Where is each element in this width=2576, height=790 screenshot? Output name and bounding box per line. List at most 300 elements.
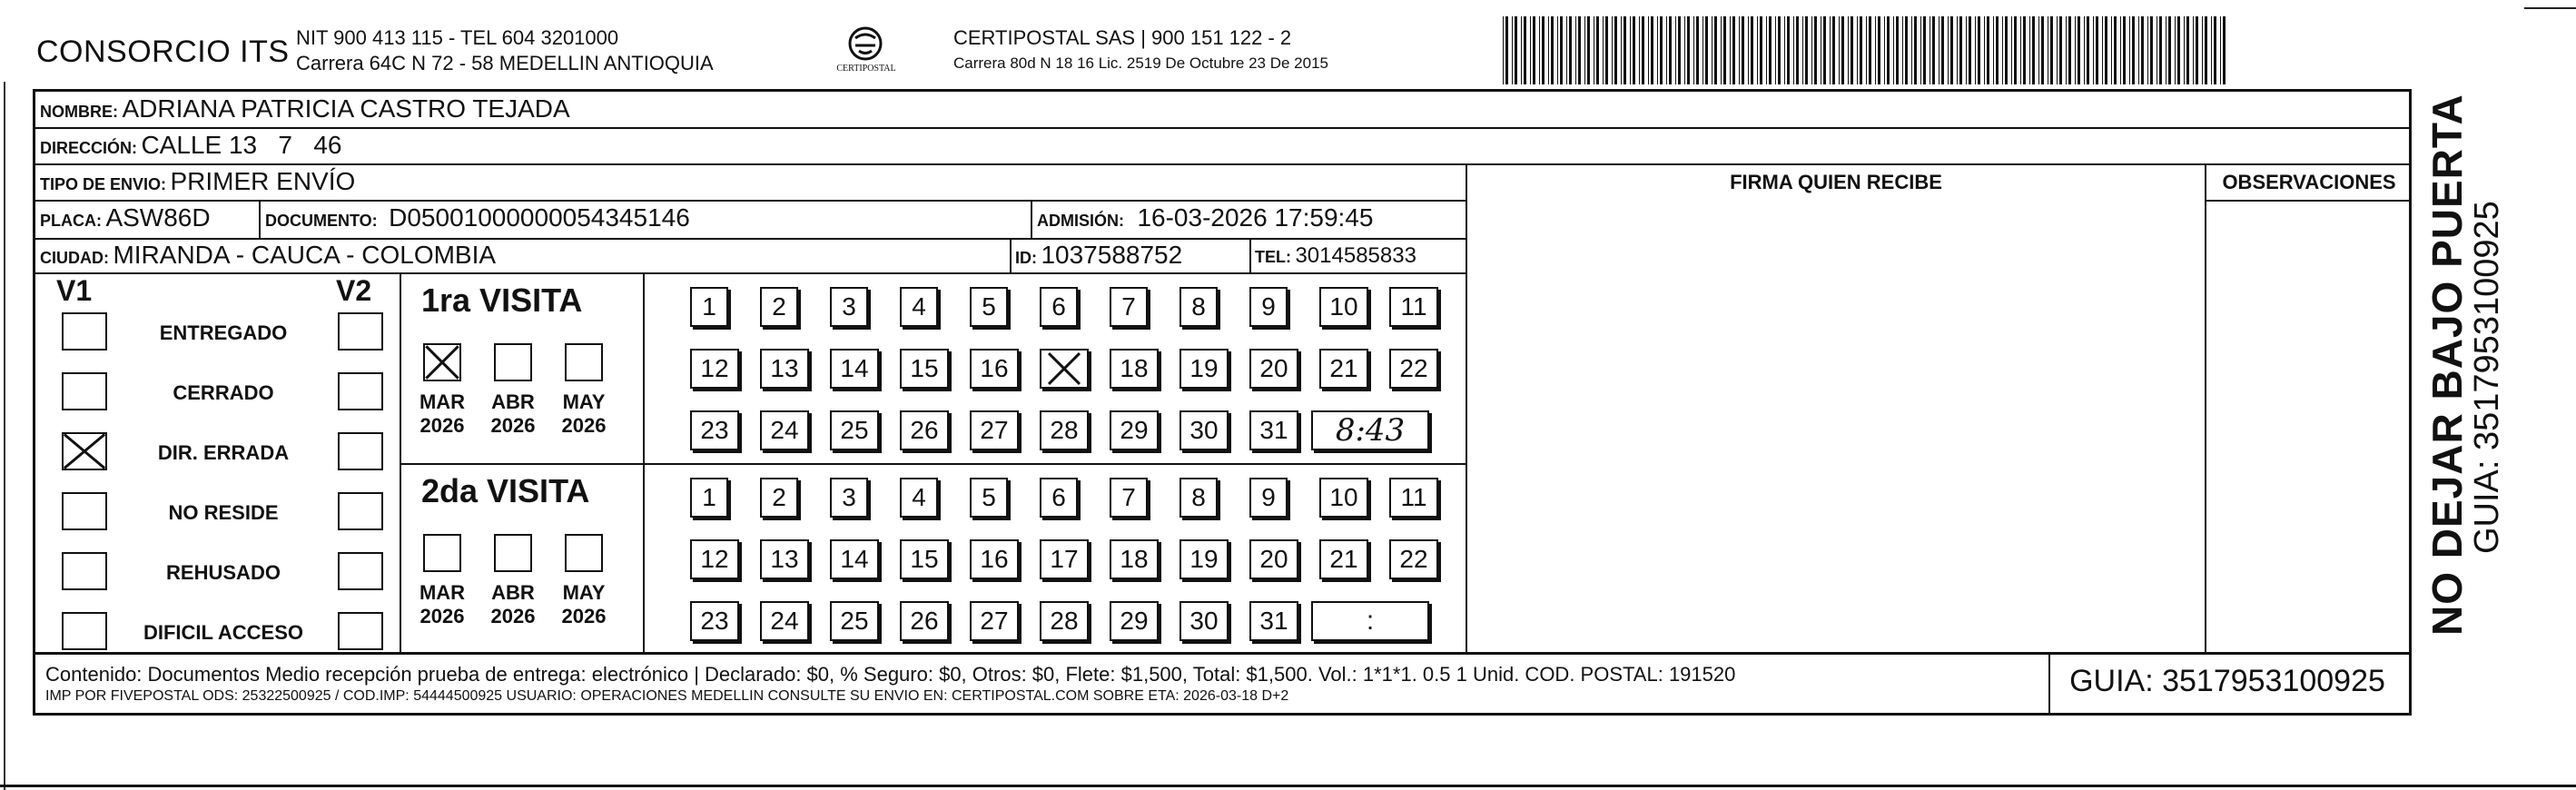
ciudad-label: CIUDAD: <box>40 249 109 267</box>
barcode-bar <box>1796 16 1799 84</box>
day-box: 14 <box>830 349 879 389</box>
status-option-label: NO RESIDE <box>168 501 279 524</box>
barcode-bar <box>1757 16 1758 84</box>
month-checkbox <box>423 343 461 381</box>
direccion-label: DIRECCIÓN: <box>40 139 137 157</box>
barcode-bar <box>1996 16 1999 84</box>
barcode-bar <box>2005 16 2008 84</box>
barcode-bar <box>1923 16 1926 84</box>
barcode-bar <box>1941 16 1944 84</box>
day-box: 3 <box>830 287 868 327</box>
month-label: ABR 2026 <box>490 581 536 627</box>
ciudad-value: MIRANDA - CAUCA - COLOMBIA <box>113 241 497 269</box>
barcode-bar <box>1778 16 1781 84</box>
placa-label: PLACA: <box>40 212 102 230</box>
day-box: 3 <box>830 478 868 518</box>
barcode-bar <box>1775 16 1776 84</box>
barcode-bar <box>1984 16 1985 84</box>
day-box: 25 <box>830 410 879 450</box>
company-name: CONSORCIO ITS <box>36 35 290 69</box>
v1-header: V1 <box>56 274 93 307</box>
barcode-bar <box>2186 16 2189 84</box>
barcode-bar <box>1721 16 1722 84</box>
barcode-bar <box>1839 16 1840 84</box>
barcode-bar <box>2057 16 2058 84</box>
barcode-bar <box>1642 16 1644 84</box>
barcode-bar <box>2123 16 2126 84</box>
barcode-bar <box>2075 16 2076 84</box>
barcode-bar <box>1969 16 1971 84</box>
barcode-bar <box>1848 16 1849 84</box>
status-option-label: ENTREGADO <box>159 321 288 344</box>
tipo-envio-row <box>40 167 355 196</box>
barcode-bar <box>2102 16 2103 84</box>
tel-label: TEL: <box>1255 248 1291 266</box>
barcode-bar <box>1569 16 1572 84</box>
day-box: 2 <box>760 287 798 327</box>
barcode-bar <box>2050 16 2053 84</box>
barcode-bar <box>1714 16 1717 84</box>
day-box: 2 <box>760 478 798 518</box>
guia-number: GUIA: 3517953100925 <box>2069 664 2385 698</box>
barcode-bar <box>2214 16 2216 84</box>
barcode-bar <box>1584 16 1585 84</box>
observaciones-column-title: OBSERVACIONES <box>2222 171 2396 193</box>
certipostal-license: Carrera 80d N 18 16 Lic. 2519 De Octubre 23 De 2015 <box>953 54 1328 72</box>
rule <box>33 163 2412 165</box>
nombre-label: NOMBRE: <box>40 103 118 121</box>
barcode-bar <box>1596 16 1599 84</box>
footer-content-line: Contenido: Documentos Medio recepción prueba de entrega: electrónico | Declarado: $0, % Seguro: $0, Otros: $0, Flete: $1,500, Total: $1,500. Vol.: 1*1*1. 0.5 1 Unid. COD. POSTAL: 191520 <box>45 663 1736 686</box>
nombre-row <box>40 94 570 123</box>
barcode-bar <box>1557 16 1558 84</box>
day-box: 30 <box>1179 601 1229 641</box>
barcode-bar <box>1966 16 1967 84</box>
barcode-bar <box>1805 16 1808 84</box>
rule <box>1031 200 1032 238</box>
rule <box>400 463 1467 465</box>
day-box: 24 <box>760 601 809 641</box>
company-info <box>296 25 714 76</box>
rule <box>1466 163 1467 652</box>
month-checkbox <box>494 343 532 381</box>
status-option-label: REHUSADO <box>166 561 281 584</box>
barcode-bar <box>2202 16 2203 84</box>
v1-checkbox <box>62 312 107 351</box>
certipostal-info <box>953 25 1328 76</box>
day-box: 10 <box>1319 287 1368 327</box>
barcode-bar <box>1666 16 1667 84</box>
barcode-bar <box>1857 16 1858 84</box>
day-box: 18 <box>1110 539 1159 579</box>
day-box: 18 <box>1110 349 1159 389</box>
day-box: 13 <box>760 539 809 579</box>
v1-checkbox <box>62 612 107 650</box>
barcode-bar <box>1841 16 1844 84</box>
barcode-bar <box>1730 16 1731 84</box>
barcode-bar <box>1911 16 1912 84</box>
rule <box>1010 238 1012 272</box>
placa-cell <box>40 203 211 232</box>
tipo-envio-label: TIPO DE ENVIO: <box>40 175 167 193</box>
barcode-bar <box>1902 16 1903 84</box>
barcode-bar <box>2168 16 2171 84</box>
barcode-bar <box>1515 16 1517 84</box>
barcode-bar <box>1802 16 1803 84</box>
barcode-bar <box>1957 16 1958 84</box>
tel-value: 3014585833 <box>1295 243 1416 268</box>
rule <box>33 272 1467 274</box>
barcode-bar <box>2068 16 2071 84</box>
day-box: 31 <box>1249 601 1298 641</box>
day-box: 7 <box>1110 287 1148 327</box>
day-box: 10 <box>1319 478 1368 518</box>
month-label: MAY 2026 <box>561 581 607 627</box>
month-label: MAR 2026 <box>419 390 466 437</box>
barcode-bar <box>2129 16 2130 84</box>
barcode-bar <box>2111 16 2112 84</box>
id-cell <box>1015 241 1182 270</box>
barcode-bar <box>2059 16 2062 84</box>
barcode-bar <box>1551 16 1554 84</box>
day-box: 6 <box>1040 478 1078 518</box>
rule <box>2206 200 2412 202</box>
day-box: 5 <box>970 287 1008 327</box>
barcode-bar <box>1766 16 1767 84</box>
barcode-bar <box>1866 16 1867 84</box>
barcode-bar <box>1614 16 1617 84</box>
day-box: 5 <box>970 478 1008 518</box>
v1-checkbox <box>62 372 107 410</box>
day-box: 19 <box>1179 539 1229 579</box>
barcode-bar <box>2141 16 2144 84</box>
visit-time: 8:43 <box>1311 410 1429 450</box>
barcode-bar <box>2114 16 2117 84</box>
v2-checkbox <box>338 612 383 650</box>
day-box: 27 <box>970 410 1019 450</box>
placa-value: ASW86D <box>105 203 211 232</box>
day-box: 13 <box>760 349 809 389</box>
day-box: 23 <box>690 601 739 641</box>
barcode-bar <box>1793 16 1794 84</box>
day-box: 29 <box>1110 601 1159 641</box>
barcode-bar <box>2105 16 2107 84</box>
day-box: 8 <box>1179 287 1218 327</box>
company-address: Carrera 64C N 72 - 58 MEDELLIN ANTIOQUIA <box>296 52 714 74</box>
barcode <box>1503 16 2229 84</box>
direccion-row <box>40 131 342 160</box>
month-checkbox <box>494 534 532 572</box>
barcode-bar <box>1878 16 1880 84</box>
day-box: 22 <box>1389 349 1438 389</box>
barcode-bar <box>1505 16 1508 84</box>
day-box: 9 <box>1249 478 1288 518</box>
barcode-bar <box>1975 16 1976 84</box>
barcode-bar <box>1948 16 1949 84</box>
barcode-bar <box>1932 16 1935 84</box>
day-box: 21 <box>1319 539 1368 579</box>
barcode-bar <box>2087 16 2089 84</box>
barcode-bar <box>2011 16 2012 84</box>
barcode-bar <box>1503 16 1504 84</box>
barcode-bar <box>2029 16 2030 84</box>
day-box: 1 <box>690 287 728 327</box>
barcode-bar <box>1605 16 1608 84</box>
rule <box>643 272 645 652</box>
barcode-bar <box>2193 16 2194 84</box>
page-corner-mark <box>2524 0 2576 9</box>
rule <box>2205 163 2206 652</box>
barcode-bar <box>1696 16 1699 84</box>
id-value: 1037588752 <box>1041 241 1183 269</box>
barcode-bar <box>2132 16 2135 84</box>
side-warning: NO DEJAR BAJO PUERTA <box>2423 94 2471 636</box>
barcode-bar <box>1950 16 1953 84</box>
barcode-bar <box>1869 16 1871 84</box>
barcode-bar <box>2023 16 2026 84</box>
day-box: 11 <box>1389 287 1438 327</box>
day-box: 9 <box>1249 287 1288 327</box>
documento-cell <box>265 203 690 232</box>
barcode-bar <box>1624 16 1626 84</box>
barcode-bar <box>2093 16 2094 84</box>
day-box: 26 <box>900 410 949 450</box>
id-label: ID: <box>1015 249 1037 267</box>
month-label: MAR 2026 <box>419 581 466 627</box>
v2-header: V2 <box>336 274 372 307</box>
day-box: 28 <box>1040 601 1089 641</box>
barcode-bar <box>2038 16 2039 84</box>
admision-value: 16-03-2026 17:59:45 <box>1137 203 1374 232</box>
barcode-bar <box>1860 16 1862 84</box>
barcode-bar <box>2223 16 2226 84</box>
barcode-bar <box>1687 16 1690 84</box>
barcode-bar <box>1914 16 1917 84</box>
barcode-bar <box>1739 16 1740 84</box>
day-box: 31 <box>1249 410 1298 450</box>
day-box: 20 <box>1249 349 1298 389</box>
status-option-label: CERRADO <box>173 381 274 404</box>
documento-label: DOCUMENTO: <box>265 212 378 230</box>
barcode-bar <box>1684 16 1685 84</box>
v1-checkbox <box>62 432 107 470</box>
barcode-bar <box>2066 16 2067 84</box>
tel-cell <box>1255 243 1416 269</box>
barcode-bar <box>1823 16 1826 84</box>
barcode-bar <box>1560 16 1563 84</box>
day-box: 15 <box>900 539 949 579</box>
day-box: 19 <box>1179 349 1229 389</box>
barcode-bar <box>2096 16 2098 84</box>
status-option-label: DIR. ERRADA <box>157 441 290 464</box>
barcode-bar <box>1578 16 1581 84</box>
barcode-bar <box>1648 16 1649 84</box>
barcode-bar <box>1887 16 1890 84</box>
day-box: 8 <box>1179 478 1218 518</box>
rule <box>1249 238 1251 272</box>
barcode-bar <box>1742 16 1744 84</box>
v2-checkbox <box>338 432 383 470</box>
v2-checkbox <box>338 372 383 410</box>
barcode-bar <box>1542 16 1545 84</box>
barcode-bar <box>1524 16 1526 84</box>
month-checkbox <box>565 534 603 572</box>
admision-label: ADMISIÓN: <box>1037 212 1124 230</box>
barcode-bar <box>1651 16 1653 84</box>
barcode-bar <box>1678 16 1681 84</box>
barcode-bar <box>2041 16 2044 84</box>
barcode-bar <box>1875 16 1876 84</box>
barcode-bar <box>1657 16 1658 84</box>
footer-imp-line: IMP POR FIVEPOSTAL ODS: 25322500925 / COD.IMP: 54444500925 USUARIO: OPERACIONES MEDELLIN CONSULTE SU ENVIO EN: CERTIPOSTAL.COM SOBRE ETA: 2026-03-18 D+2 <box>45 688 1289 704</box>
v1-checkbox <box>62 552 107 590</box>
status-option-label: DIFICIL ACCESO <box>143 621 303 644</box>
barcode-bar <box>2211 16 2212 84</box>
barcode-bar <box>1959 16 1962 84</box>
barcode-bar <box>1787 16 1790 84</box>
day-box: 4 <box>900 478 938 518</box>
month-checkbox <box>565 343 603 381</box>
barcode-bar <box>2175 16 2176 84</box>
day-box: 1 <box>690 478 728 518</box>
logo-text: CERTIPOSTAL <box>836 64 896 74</box>
barcode-bar <box>2002 16 2003 84</box>
barcode-bar <box>1832 16 1835 84</box>
ciudad-cell <box>40 241 496 270</box>
day-box: 17 <box>1040 539 1089 579</box>
barcode-bar <box>2220 16 2221 84</box>
day-box: 23 <box>690 410 739 450</box>
barcode-bar <box>2177 16 2180 84</box>
month-label: MAY 2026 <box>561 390 607 437</box>
admision-cell <box>1037 203 1373 232</box>
visit-title: 1ra VISITA <box>421 281 583 319</box>
barcode-bar <box>1893 16 1894 84</box>
barcode-bar <box>1884 16 1885 84</box>
barcode-bar <box>2014 16 2017 84</box>
barcode-bar <box>1621 16 1622 84</box>
barcode-bar <box>2032 16 2035 84</box>
documento-value: D05001000000054345146 <box>389 203 690 232</box>
barcode-bar <box>1521 16 1522 84</box>
day-box: 25 <box>830 601 879 641</box>
month-label: ABR 2026 <box>490 390 536 437</box>
barcode-bar <box>1814 16 1817 84</box>
barcode-bar <box>1760 16 1762 84</box>
barcode-bar <box>2196 16 2198 84</box>
day-box: 4 <box>900 287 938 327</box>
day-box: 20 <box>1249 539 1298 579</box>
barcode-bar <box>1748 16 1749 84</box>
barcode-bar <box>1811 16 1812 84</box>
barcode-bar <box>2078 16 2080 84</box>
visit-time: : <box>1311 601 1429 641</box>
barcode-bar <box>2205 16 2207 84</box>
page-bottom-edge <box>0 785 2576 787</box>
day-box: 27 <box>970 601 1019 641</box>
barcode-bar <box>2150 16 2153 84</box>
firma-column-title: FIRMA QUIEN RECIBE <box>1730 171 1942 193</box>
certipostal-logo-icon <box>834 25 897 80</box>
day-box: 16 <box>970 539 1019 579</box>
day-box: 22 <box>1389 539 1438 579</box>
rule <box>33 200 1467 202</box>
barcode-bar <box>1566 16 1567 84</box>
barcode-bar <box>1987 16 1989 84</box>
day-box: 6 <box>1040 287 1078 327</box>
barcode-bar <box>2120 16 2121 84</box>
v2-checkbox <box>338 492 383 530</box>
barcode-bar <box>2159 16 2162 84</box>
day-box: 30 <box>1179 410 1229 450</box>
barcode-bar <box>1993 16 1994 84</box>
barcode-bar <box>1751 16 1753 84</box>
day-box: 14 <box>830 539 879 579</box>
barcode-bar <box>1603 16 1604 84</box>
barcode-bar <box>1978 16 1980 84</box>
visit-title: 2da VISITA <box>421 472 590 509</box>
month-checkbox <box>423 534 461 572</box>
v1-checkbox <box>62 492 107 530</box>
barcode-bar <box>1669 16 1672 84</box>
page-left-edge <box>4 82 5 790</box>
barcode-bar <box>1587 16 1590 84</box>
barcode-bar <box>1575 16 1576 84</box>
barcode-bar <box>2020 16 2021 84</box>
barcode-bar <box>1905 16 1908 84</box>
barcode-bar <box>1723 16 1726 84</box>
barcode-bar <box>1769 16 1772 84</box>
tipo-envio-value: PRIMER ENVÍO <box>170 167 356 195</box>
day-box: 16 <box>970 349 1019 389</box>
barcode-bar <box>1633 16 1635 84</box>
company-nit: NIT 900 413 115 - TEL 604 3201000 <box>296 26 619 49</box>
barcode-bar <box>1539 16 1540 84</box>
barcode-bar <box>1851 16 1853 84</box>
day-box: 28 <box>1040 410 1089 450</box>
v2-checkbox <box>338 552 383 590</box>
barcode-bar <box>1693 16 1694 84</box>
barcode-bar <box>1784 16 1785 84</box>
day-box <box>1040 349 1089 389</box>
barcode-bar <box>2084 16 2085 84</box>
barcode-bar <box>1548 16 1549 84</box>
day-box: 11 <box>1389 478 1438 518</box>
rule <box>33 127 2412 129</box>
barcode-bar <box>1675 16 1676 84</box>
barcode-bar <box>1530 16 1531 84</box>
day-box: 26 <box>900 601 949 641</box>
side-guia: GUIA: 3517953100925 <box>2468 201 2506 554</box>
barcode-bar <box>1732 16 1735 84</box>
barcode-bar <box>1830 16 1831 84</box>
barcode-bar <box>1612 16 1613 84</box>
rule <box>259 200 261 238</box>
day-box: 12 <box>690 539 739 579</box>
barcode-bar <box>2138 16 2139 84</box>
day-box: 7 <box>1110 478 1148 518</box>
barcode-bar <box>1630 16 1631 84</box>
barcode-bar <box>1705 16 1708 84</box>
day-box: 15 <box>900 349 949 389</box>
barcode-bar <box>1639 16 1640 84</box>
barcode-bar <box>1920 16 1921 84</box>
rule <box>400 272 401 652</box>
day-box: 24 <box>760 410 809 450</box>
nombre-value: ADRIANA PATRICIA CASTRO TEJADA <box>122 94 570 123</box>
barcode-bar <box>1533 16 1535 84</box>
rule <box>33 238 1467 240</box>
